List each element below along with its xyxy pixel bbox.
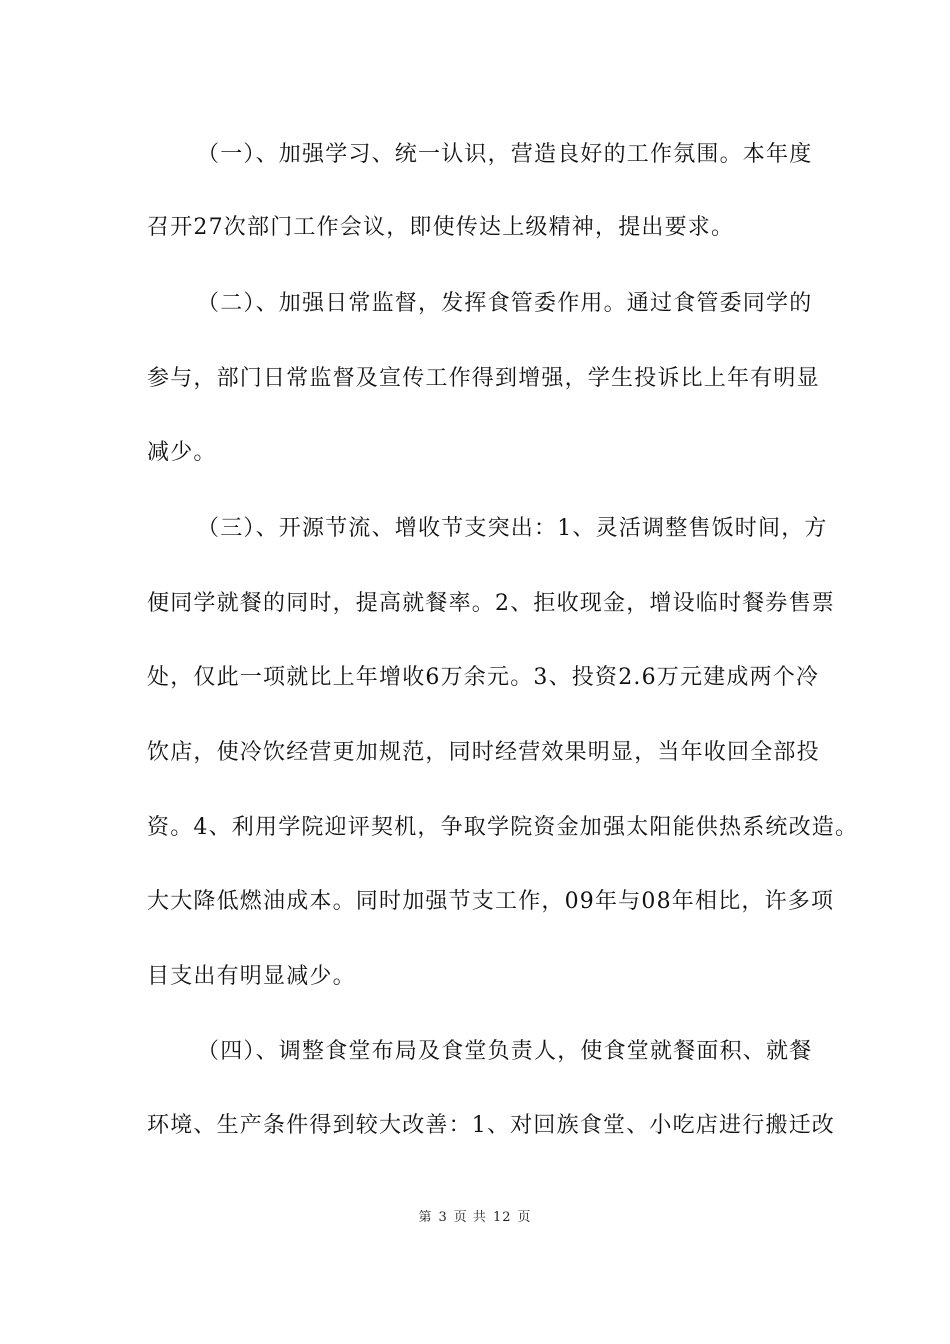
text-line: 处，仅此一项就比上年增收6万余元。3、投资2.6万元建成两个冷	[147, 665, 820, 690]
text-line: 召开27次部门工作会议，即使传达上级精神，提出要求。	[147, 215, 735, 240]
footer-middle: 页 共	[453, 1210, 487, 1225]
text-line: （一）、加强学习、统一认识，营造良好的工作氛围。本年度	[197, 142, 813, 167]
footer-page-number: 3	[438, 1210, 448, 1225]
text-line: 便同学就餐的同时，提高就餐率。2、拒收现金，增设临时餐券售票	[147, 591, 835, 616]
text-line: 目支出有明显减少。	[147, 964, 356, 989]
text-line: 资。4、利用学院迎评契机，争取学院资金加强太阳能供热系统改造。	[147, 815, 859, 840]
text-line: （四）、调整食堂布局及食堂负责人，使食堂就餐面积、就餐	[197, 1039, 813, 1064]
text-line: 饮店，使冷饮经营更加规范，同时经营效果明显，当年收回全部投	[147, 740, 820, 765]
text-line: 环境、生产条件得到较大改善：1、对回族食堂、小吃店进行搬迁改	[147, 1113, 835, 1138]
text-line: 大大降低燃油成本。同时加强节支工作，09年与08年相比，许多项	[147, 889, 835, 914]
text-line: 减少。	[147, 440, 217, 465]
page-footer	[0, 1206, 950, 1225]
footer-total-pages: 12	[492, 1210, 512, 1225]
footer-suffix: 页	[517, 1210, 532, 1225]
text-line: （二）、加强日常监督，发挥食管委作用。通过食管委同学的	[197, 291, 813, 316]
text-line: （三）、开源节流、增收节支突出：1、灵活调整售饭时间，方	[197, 516, 828, 541]
text-line: 参与，部门日常监督及宣传工作得到增强，学生投诉比上年有明显	[147, 366, 820, 391]
footer-prefix: 第	[418, 1210, 433, 1225]
